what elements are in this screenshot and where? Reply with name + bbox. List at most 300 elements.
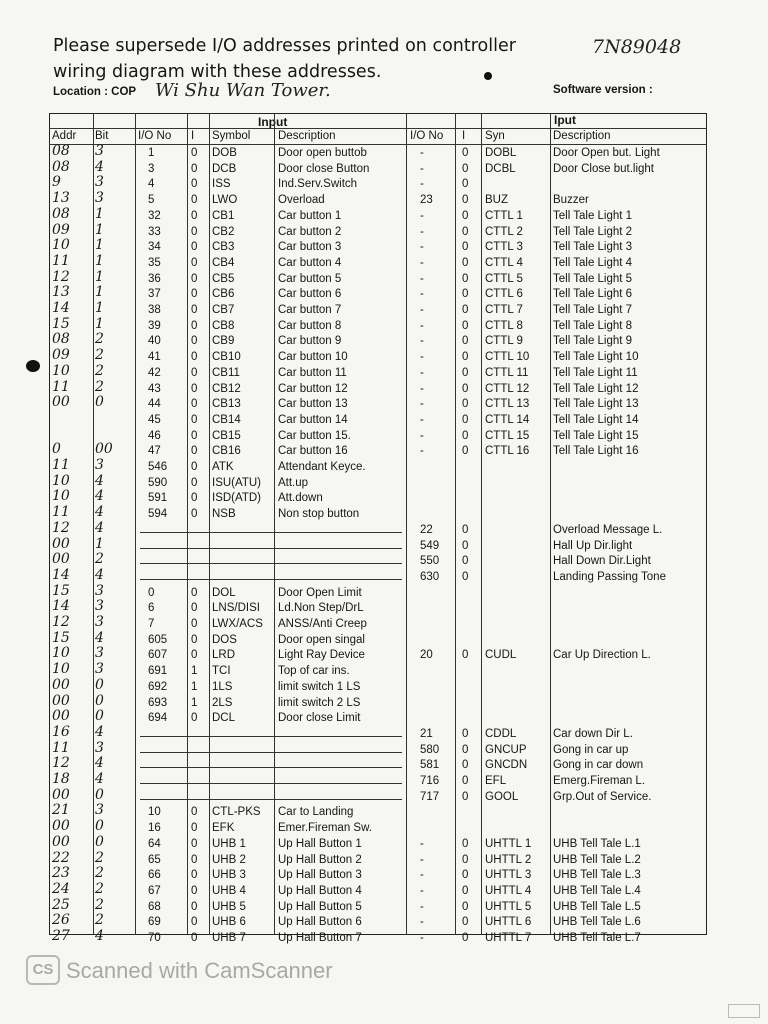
cell-i: 0	[191, 162, 198, 175]
cell-i: 0	[191, 272, 198, 285]
cell-symbol-out: CTTL 6	[485, 288, 523, 301]
cell-io-no: 3	[148, 162, 155, 175]
cell-description: Car button 8	[278, 319, 342, 332]
cell-description-out: Tell Tale Light 11	[553, 366, 638, 379]
cell-i-out: 0	[462, 884, 469, 897]
cell-io-no-out: -	[420, 288, 424, 301]
cell-addr: 08	[52, 143, 70, 159]
cell-i-out: 0	[462, 727, 469, 740]
cell-description: Door close Limit	[278, 712, 361, 725]
column-divider	[406, 113, 407, 935]
cell-description: Car to Landing	[278, 806, 354, 819]
cell-addr: 21	[52, 802, 70, 819]
cell-io-no-out: 549	[420, 539, 440, 552]
cell-addr: 26	[52, 912, 70, 929]
cell-io-no: 607	[148, 649, 168, 662]
cell-addr: 13	[52, 284, 70, 301]
cell-symbol-out: UHTTL 1	[485, 837, 532, 850]
cell-io-no: 32	[148, 209, 161, 222]
cell-addr: 00	[52, 676, 70, 693]
cell-symbol: LRD	[212, 649, 236, 662]
cell-i: 0	[191, 853, 198, 866]
cell-io-no: 47	[148, 445, 161, 458]
cell-description: Car button 16	[278, 445, 348, 458]
cell-symbol-out: GNCDN	[485, 759, 528, 772]
cell-bit: 0	[95, 786, 104, 803]
column-divider	[135, 113, 136, 935]
column-header-addr: Addr	[52, 130, 77, 142]
cell-io-no-out: 23	[420, 194, 433, 207]
cell-bit: 4	[95, 723, 104, 740]
cell-description: Car button 5	[278, 272, 342, 285]
cell-symbol-out: UHTTL 4	[485, 884, 532, 897]
cell-i: 0	[191, 476, 198, 489]
cell-addr: 12	[52, 519, 70, 536]
cell-i-out: 0	[462, 162, 469, 175]
cell-description-out: Emerg.Fireman L.	[553, 775, 646, 787]
cell-i: 0	[191, 461, 198, 473]
cell-bit: 3	[95, 661, 104, 678]
cell-description-out: Car Up Direction L.	[553, 649, 651, 662]
cell-description-out: UHB Tell Tale L.5	[553, 900, 641, 913]
cell-i: 0	[191, 209, 198, 222]
cell-symbol: CB11	[212, 366, 240, 379]
cell-io-no: 1	[148, 147, 155, 159]
cell-description: Overload	[278, 194, 325, 207]
cell-bit: 2	[95, 378, 104, 395]
cell-symbol: UHB 1	[212, 837, 246, 850]
cell-bit: 2	[95, 551, 104, 568]
row-strike-line	[140, 548, 402, 549]
cell-io-no-out: -	[420, 241, 424, 254]
cell-symbol-out: CTTL 7	[485, 304, 523, 316]
cell-io-no-out: -	[420, 429, 424, 442]
cell-i: 0	[191, 932, 198, 944]
cell-addr: 08	[52, 331, 70, 348]
cell-description-out: Hall Up Dir.light	[553, 539, 633, 552]
cell-symbol: CB7	[212, 304, 235, 316]
cell-io-no: 64	[148, 837, 161, 850]
cell-io-no-out: 22	[420, 523, 433, 536]
cell-description: Car button 14	[278, 413, 348, 426]
cell-description-out: Tell Tale Light 10	[553, 351, 639, 364]
cell-bit: 4	[95, 629, 104, 646]
cell-description-out: Tell Tale Light 7	[553, 304, 633, 316]
cell-io-no: 45	[148, 413, 161, 426]
cell-io-no-out: -	[420, 178, 424, 191]
cell-addr: 0	[52, 441, 61, 458]
cell-bit: 2	[95, 865, 104, 882]
cell-symbol: CB9	[212, 335, 235, 348]
cell-io-no-out: -	[420, 351, 424, 364]
cell-io-no-out: -	[420, 272, 424, 285]
cell-addr: 15	[52, 582, 70, 599]
cell-symbol: ISS	[212, 178, 231, 191]
column-divider	[93, 113, 94, 935]
cell-symbol: DOB	[212, 147, 237, 159]
cell-description: ANSS/Anti Creep	[278, 618, 367, 630]
cell-addr: 22	[52, 849, 70, 866]
cell-bit: 3	[95, 739, 104, 756]
cell-i-out: 0	[462, 351, 469, 364]
cell-bit: 3	[95, 598, 104, 615]
cell-bit: 4	[95, 519, 104, 536]
column-header-io-no-out: I/O No	[410, 130, 444, 142]
cell-description: Attendant Keyce.	[278, 461, 366, 473]
cell-io-no: 694	[148, 712, 168, 725]
cell-io-no: 69	[148, 916, 161, 929]
cell-symbol: ISU(ATU)	[212, 476, 261, 489]
cell-symbol: DOL	[212, 586, 236, 599]
cell-io-no: 5	[148, 194, 155, 207]
cell-symbol-out: DCBL	[485, 162, 516, 175]
cell-description-out: Tell Tale Light 5	[553, 272, 633, 285]
cell-bit: 1	[95, 205, 104, 222]
cell-description: Up Hall Button 6	[278, 916, 362, 929]
cell-description: Door open buttob	[278, 147, 367, 159]
cell-i: 0	[191, 712, 198, 725]
cell-symbol: CB6	[212, 288, 235, 301]
cell-description: Car button 11	[278, 366, 347, 379]
cell-i: 1	[191, 696, 198, 709]
handwritten-reference: 7N89048	[592, 36, 682, 58]
cell-addr: 00	[52, 786, 70, 803]
cell-description: limit switch 1 LS	[278, 680, 361, 693]
cell-io-no: 46	[148, 429, 161, 442]
cell-io-no-out: -	[420, 413, 424, 426]
cell-addr: 09	[52, 221, 70, 238]
cell-bit: 2	[95, 347, 104, 364]
cell-addr: 12	[52, 755, 70, 772]
cell-description: Car button 6	[278, 288, 342, 301]
cell-io-no: 39	[148, 319, 161, 332]
row-strike-line	[140, 767, 402, 768]
cell-bit: 0	[95, 818, 104, 835]
camscanner-logo: CS	[26, 955, 60, 985]
cell-addr: 14	[52, 598, 70, 615]
cell-symbol-out: CTTL 8	[485, 319, 523, 332]
cell-symbol-out: CTTL 2	[485, 225, 523, 238]
cell-description-out: Tell Tale Light 13	[553, 398, 639, 411]
cell-io-no: 10	[148, 806, 161, 819]
cell-addr: 9	[52, 174, 61, 191]
location-handwritten: Wi Shu Wan Tower.	[155, 80, 331, 101]
cell-symbol: CB13	[212, 398, 241, 411]
cell-i: 0	[191, 492, 198, 505]
cell-addr: 12	[52, 614, 70, 630]
column-header-i-out: I	[462, 130, 466, 142]
row-strike-line	[140, 752, 402, 753]
cell-addr: 16	[52, 723, 70, 740]
cell-symbol: CB15	[212, 429, 241, 442]
cell-io-no-out: -	[420, 304, 424, 316]
cell-description-out: Tell Tale Light 3	[553, 241, 633, 254]
column-header-description: Description	[278, 130, 336, 142]
cell-symbol: TCI	[212, 665, 231, 678]
cell-symbol: 1LS	[212, 680, 233, 693]
column-divider	[550, 113, 551, 935]
cell-description-out: UHB Tell Tale L.4	[553, 884, 641, 897]
cell-i: 0	[191, 900, 198, 913]
cell-addr: 10	[52, 472, 70, 489]
cell-i: 0	[191, 884, 198, 897]
cell-io-no-out: 20	[420, 649, 433, 662]
cell-symbol: UHB 6	[212, 916, 246, 929]
cell-bit: 2	[95, 849, 104, 866]
cell-description: Top of car ins.	[278, 665, 350, 678]
cell-addr: 00	[52, 708, 70, 725]
cell-symbol: 2LS	[212, 696, 233, 709]
cell-symbol: ISD(ATD)	[212, 492, 261, 505]
cell-addr: 12	[52, 268, 70, 285]
cell-bit: 1	[95, 300, 104, 316]
cell-i: 0	[191, 398, 198, 411]
cell-symbol: UHB 3	[212, 869, 246, 882]
cell-symbol: CB12	[212, 382, 241, 395]
column-divider	[481, 113, 482, 935]
cell-bit: 0	[95, 676, 104, 693]
cell-symbol-out: CTTL 13	[485, 398, 530, 411]
cell-description-out: UHB Tell Tale L.6	[553, 916, 641, 929]
cell-addr: 10	[52, 645, 70, 662]
cell-bit: 4	[95, 755, 104, 772]
cell-description-out: Overload Message L.	[553, 523, 663, 536]
cell-io-no: 41	[148, 351, 161, 364]
cell-io-no-out: -	[420, 162, 424, 175]
cell-io-no-out: -	[420, 445, 424, 458]
cell-description: Emer.Fireman Sw.	[278, 822, 372, 835]
cell-symbol: ATK	[212, 461, 234, 473]
cell-i: 0	[191, 618, 198, 630]
cell-bit: 1	[95, 535, 104, 552]
column-header-i: I	[191, 130, 195, 142]
cell-symbol-out: UHTTL 6	[485, 916, 532, 929]
cell-description-out: UHB Tell Tale L.3	[553, 869, 641, 882]
cell-description-out: Tell Tale Light 2	[553, 225, 633, 238]
cell-bit: 4	[95, 158, 104, 175]
cell-description: Up Hall Button 3	[278, 869, 362, 882]
cell-i-out: 0	[462, 539, 469, 552]
cell-addr: 11	[52, 739, 70, 756]
cell-addr: 27	[52, 928, 70, 944]
cell-symbol-out: CTTL 10	[485, 351, 530, 364]
cell-i-out: 0	[462, 335, 469, 348]
cell-addr: 00	[52, 535, 70, 552]
cell-i: 0	[191, 916, 198, 929]
cell-description-out: Tell Tale Light 14	[553, 413, 639, 426]
cell-i: 0	[191, 288, 198, 301]
cell-bit: 1	[95, 268, 104, 285]
cell-symbol: CB14	[212, 413, 241, 426]
cell-addr: 00	[52, 394, 70, 411]
cell-i-out: 0	[462, 382, 469, 395]
cell-symbol-out: UHTTL 7	[485, 932, 532, 944]
cell-description: Up Hall Button 4	[278, 884, 362, 897]
cell-i-out: 0	[462, 398, 469, 411]
cell-description: Car button 15.	[278, 429, 351, 442]
cell-i: 0	[191, 633, 198, 646]
cell-i: 0	[191, 649, 198, 662]
cell-i-out: 0	[462, 570, 469, 583]
cell-i: 0	[191, 602, 198, 615]
cell-io-no: 605	[148, 633, 168, 646]
cell-i-out: 0	[462, 932, 469, 944]
cell-io-no-out: -	[420, 869, 424, 882]
camscanner-footer-text: Scanned with CamScanner	[66, 958, 333, 983]
cell-description-out: Gong in car down	[553, 759, 644, 772]
cell-symbol-out: UHTTL 3	[485, 869, 532, 882]
cell-io-no-out: -	[420, 398, 424, 411]
cell-io-no: 16	[148, 822, 161, 835]
cell-bit: 3	[95, 582, 104, 599]
cell-bit: 4	[95, 771, 104, 787]
cell-bit: 1	[95, 237, 104, 254]
cell-i-out: 0	[462, 790, 469, 803]
cell-description-out: Tell Tale Light 8	[553, 319, 633, 332]
cell-addr: 00	[52, 692, 70, 709]
ink-blot	[484, 72, 492, 80]
cell-symbol: CB10	[212, 351, 241, 364]
cell-description-out: Tell Tale Light 12	[553, 382, 639, 395]
row-strike-line	[140, 736, 402, 737]
cell-io-no: 36	[148, 272, 161, 285]
cell-io-no: 594	[148, 508, 168, 521]
column-divider	[274, 113, 275, 935]
cell-io-no-out: -	[420, 147, 424, 159]
cell-io-no-out: 581	[420, 759, 440, 772]
cell-symbol-out: GNCUP	[485, 743, 527, 756]
cell-symbol-out: UHTTL 5	[485, 900, 532, 913]
cell-io-no: 692	[148, 680, 168, 693]
page-title-line-2: wiring diagram with these addresses.	[53, 62, 382, 82]
cell-i: 0	[191, 822, 198, 835]
cell-description-out: Grp.Out of Service.	[553, 790, 652, 803]
cell-addr: 13	[52, 190, 70, 207]
input-group-header: Input	[258, 115, 288, 129]
row-strike-line	[140, 563, 402, 564]
cell-description-out: Door Open but. Light	[553, 147, 660, 159]
cell-bit: 0	[95, 692, 104, 709]
cell-io-no: 44	[148, 398, 161, 411]
cell-description: Car button 12	[278, 382, 348, 395]
cell-description: Door close Button	[278, 162, 370, 175]
cell-i: 0	[191, 806, 198, 819]
column-header-symbol-out: Syn	[485, 130, 505, 142]
column-header-symbol: Symbol	[212, 130, 251, 142]
cell-symbol: UHB 7	[212, 932, 246, 944]
cell-description-out: Tell Tale Light 15	[553, 429, 639, 442]
cell-description-out: Buzzer	[553, 194, 589, 207]
cell-description: Att.down	[278, 492, 323, 505]
cell-i-out: 0	[462, 241, 469, 254]
cell-description: Car button 7	[278, 304, 342, 316]
cell-description-out: Tell Tale Light 9	[553, 335, 633, 348]
cell-i-out: 0	[462, 649, 469, 662]
cell-description: Car button 3	[278, 241, 342, 254]
cell-i-out: 0	[462, 853, 469, 866]
cell-symbol: LWX/ACS	[212, 618, 263, 630]
cell-description: Door Open Limit	[278, 586, 362, 599]
cell-io-no: 70	[148, 932, 161, 944]
cell-symbol-out: EFL	[485, 775, 507, 787]
cell-addr: 00	[52, 551, 70, 568]
cell-i: 0	[191, 351, 198, 364]
cell-i-out: 0	[462, 366, 469, 379]
camscanner-watermark-badge	[728, 1004, 760, 1018]
cell-addr: 11	[52, 252, 70, 269]
cell-io-no-out: -	[420, 837, 424, 850]
cell-i-out: 0	[462, 429, 469, 442]
cell-io-no: 67	[148, 884, 161, 897]
cell-description-out: UHB Tell Tale L.7	[553, 932, 641, 944]
cell-i-out: 0	[462, 523, 469, 536]
cell-bit: 3	[95, 614, 104, 630]
cell-bit: 0	[95, 833, 104, 850]
cell-description-out: Hall Down Dir.Light	[553, 555, 651, 568]
cell-bit: 4	[95, 504, 104, 521]
cell-i-out: 0	[462, 209, 469, 222]
cell-symbol-out: CDDL	[485, 727, 517, 740]
cell-io-no-out: -	[420, 382, 424, 395]
cell-i-out: 0	[462, 319, 469, 332]
cell-description-out: Gong in car up	[553, 743, 629, 756]
cell-symbol-out: BUZ	[485, 194, 508, 207]
cell-io-no-out: 21	[420, 727, 433, 740]
cell-addr: 11	[52, 378, 70, 395]
cell-bit: 4	[95, 472, 104, 489]
cell-i: 0	[191, 319, 198, 332]
cell-description-out: Door Close but.light	[553, 162, 654, 175]
cell-io-no-out: 630	[420, 570, 440, 583]
cell-bit: 4	[95, 566, 104, 583]
cell-symbol-out: CTTL 12	[485, 382, 530, 395]
row-strike-line	[140, 579, 402, 580]
page-title-line-1: Please supersede I/O addresses printed on controller	[53, 36, 516, 56]
cell-io-no: 68	[148, 900, 161, 913]
cell-description-out: Car down Dir L.	[553, 727, 633, 740]
cell-i: 0	[191, 256, 198, 269]
cell-bit: 1	[95, 252, 104, 269]
cell-i-out: 0	[462, 256, 469, 269]
cell-addr: 14	[52, 300, 70, 316]
cell-io-no-out: -	[420, 366, 424, 379]
cell-i-out: 0	[462, 272, 469, 285]
cell-description-out: Landing Passing Tone	[553, 570, 666, 583]
cell-io-no: 33	[148, 225, 161, 238]
cell-io-no: 38	[148, 304, 161, 316]
cell-symbol: LNS/DISI	[212, 602, 260, 615]
cell-addr: 11	[52, 504, 70, 521]
cell-bit: 3	[95, 802, 104, 819]
cell-symbol: DCL	[212, 712, 236, 725]
cell-description: limit switch 2 LS	[278, 696, 361, 709]
column-divider	[187, 113, 188, 935]
cell-description: Att.up	[278, 476, 309, 489]
cell-io-no-out: -	[420, 853, 424, 866]
cell-description: Car button 10	[278, 351, 348, 364]
cell-bit: 2	[95, 362, 104, 379]
cell-bit: 3	[95, 174, 104, 191]
cell-bit: 2	[95, 331, 104, 348]
cell-io-no: 34	[148, 241, 161, 254]
cell-io-no-out: -	[420, 256, 424, 269]
column-divider	[209, 113, 210, 935]
cell-i-out: 0	[462, 837, 469, 850]
cell-io-no: 4	[148, 178, 155, 191]
cell-addr: 10	[52, 661, 70, 678]
cell-bit: 4	[95, 488, 104, 505]
cell-i-out: 0	[462, 178, 469, 191]
